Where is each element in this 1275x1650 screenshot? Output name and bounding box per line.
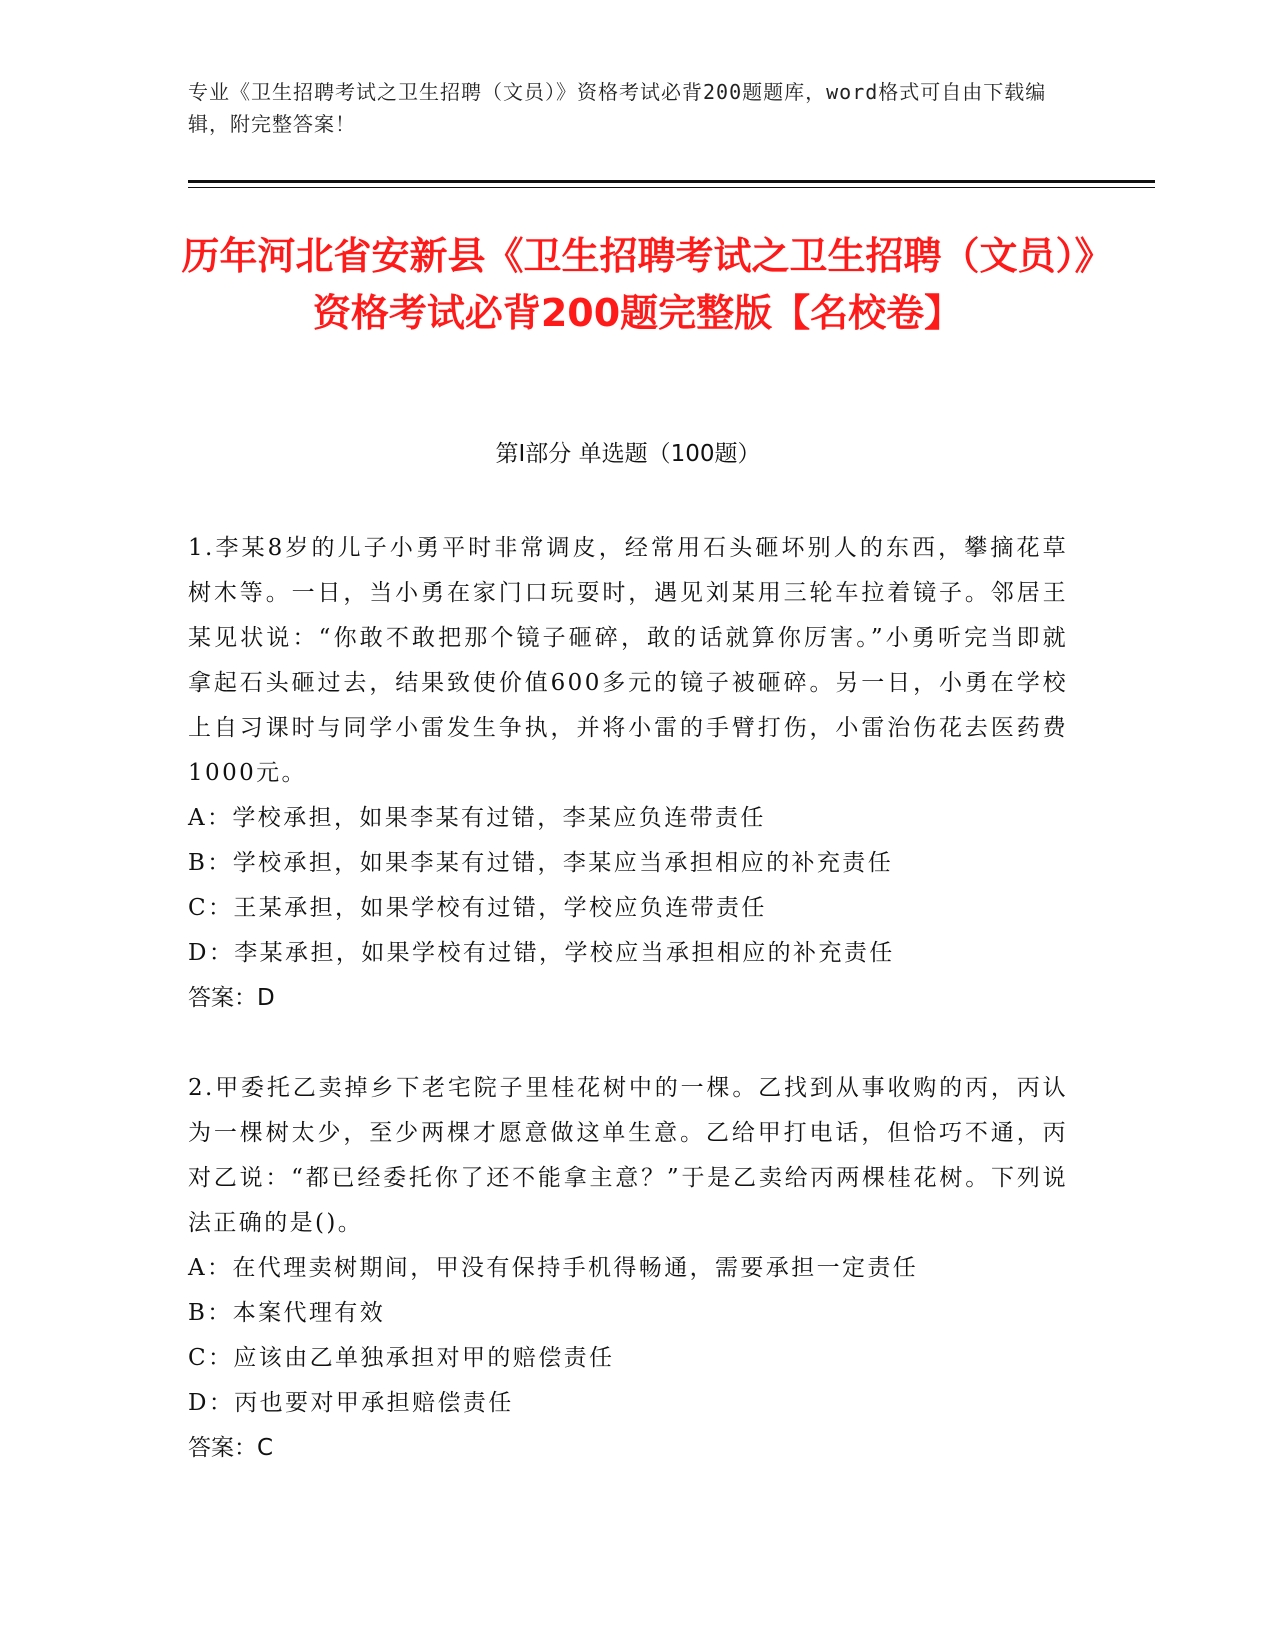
option-d: D：李某承担，如果学校有过错，学校应当承担相应的补充责任 — [188, 940, 895, 966]
option-d: D：丙也要对甲承担赔偿责任 — [188, 1390, 514, 1416]
answer: 答案：C — [188, 1435, 274, 1461]
header-rule-thin — [188, 187, 1155, 188]
document-title: 历年河北省安新县《卫生招聘考试之卫生招聘（文员）》资格考试必背200题完整版【名校卷】 — [181, 234, 1094, 335]
header-note: 专业《卫生招聘考试之卫生招聘（文员）》资格考试必背200题题库，word格式可自由下载编辑，附完整答案！ — [188, 80, 1047, 136]
answer: 答案：D — [188, 985, 275, 1011]
question-stem: 1.李某8岁的儿子小勇平时非常调皮，经常用石头砸坏别人的东西，攀摘花草树木等。一日，当小勇在家门口玩耍时，遇见刘某用三轮车拉着镜子。邻居王某见状说：“你敢不敢把那个镜子砸碎，敢的话就算你厉害。”小勇听完当即就拿起石头砸过去，结果致使价值600多元的镜子被砸碎。另一日，小勇在学校上自习课时与同学小雷发生争执，并将小雷的手臂打伤，小雷治伤花去医药费1000元。 — [188, 535, 1068, 786]
question-block — [188, 526, 1068, 1021]
option-c: C：王某承担，如果学校有过错，学校应负连带责任 — [188, 895, 767, 921]
section-title: 第Ⅰ部分 单选题（100题） — [495, 441, 761, 467]
option-a: A：学校承担，如果李某有过错，李某应负连带责任 — [188, 805, 766, 831]
question-block — [188, 1066, 1068, 1471]
option-c: C：应该由乙单独承担对甲的赔偿责任 — [188, 1345, 615, 1371]
option-b: B：学校承担，如果李某有过错，李某应当承担相应的补充责任 — [188, 850, 894, 876]
question-stem: 2.甲委托乙卖掉乡下老宅院子里桂花树中的一棵。乙找到从事收购的丙，丙认为一棵树太少，至少两棵才愿意做这单生意。乙给甲打电话，但恰巧不通，丙对乙说：“都已经委托你了还不能拿主意？”于是乙卖给丙两棵桂花树。下列说法正确的是()。 — [188, 1075, 1068, 1236]
header-rule-thick — [188, 180, 1155, 183]
option-a: A：在代理卖树期间，甲没有保持手机得畅通，需要承担一定责任 — [188, 1255, 919, 1281]
option-b: B：本案代理有效 — [188, 1300, 386, 1326]
